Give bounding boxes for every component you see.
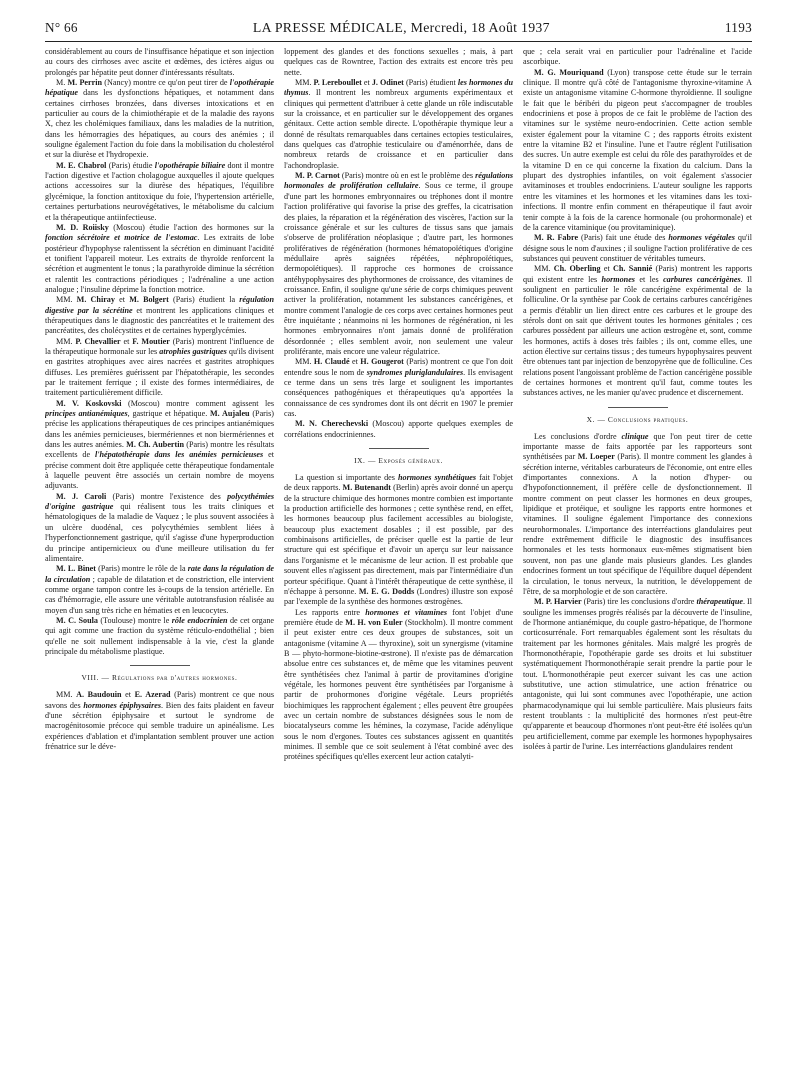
author-name: M. R. Fabre — [534, 233, 579, 243]
section-heading: X. — Conclusions pratiques. — [586, 414, 689, 424]
paragraph: M. N. Cherechevski (Moscou) apporte quelques exemples de corrélations endocriniennes. — [284, 419, 513, 439]
page-header — [45, 20, 752, 38]
paragraph: M. P. Harvier (Paris) tire les conclusions d'ordre thérapeutique. Il souligne les immenses progrès réalisés par la découverte de l'insuline, de l'hormone antianémique, du couple gastro-hépatique, de l'hormone corticosurrénale. Fort remarquables également sont les résultats du traitement par les hormones génitales. Mais malgré les progrès de l'hormonothérapie, l'opothérapie garde ses droits et lui substituer systématiquement l'hormonothérapie serait prendre la partie pour le tout. L'hormonothérapie peut exercer suivant les cas une action substitutive, une action stimulatrice, une action frénatrice ou antagoniste, qui lui sont communes avec l'opothérapie, une action pharmacodynamique qui lui semble particulière. Mais plusieurs faits restent troublants : la multiplicité des hormones n'est peut-être qu'apparente et beaucoup d'hormones n'ont peut-être été isolées qu'un peu artificiellement, comme par exemple les hormones hypophysaires isolées à partir de l'urine. Les interréactions glandulaires rendent — [523, 597, 752, 751]
paragraph: M. V. Koskovski (Moscou) montre comment agissent les principes antianémiques, gastrique et hépatique. M. Aujaleu (Paris) précise les applications thérapeutiques de ces principes antianémiques dans les anémies pernicieuses, biermériennes et non biermériennes et dans les autres anémies. M. Ch. Aubertin (Paris) montre les résultats excellents de l'hépatothérapie dans les anémies pernicieuses et précise comment doit être appliquée cette thérapeutique fondamentale à laquelle peuvent être associés un certain nombre de moyens adjuvants. — [45, 398, 274, 491]
author-name: M. Perrin — [67, 78, 103, 88]
paragraph: MM. M. Chiray et M. Bolgert (Paris) étudient la régulation digestive par la sécrétine et montrent les applications cliniques et thérapeutiques dans le diagnostic des pancréatites et le traitement des pancréatites, des cholécystites et de certaines hyperglycémies. — [45, 295, 274, 336]
topic: rate dans la régulation de la circulation — [45, 564, 274, 584]
paragraph: considérablement au cours de l'insuffisance hépatique et son injection au cours des cirrhoses avec ascite et œdèmes, des ictères aigus ou prolongés par hépatite peut donner d'intéressants résultats. — [45, 47, 274, 77]
paragraph: Les conclusions d'ordre clinique que l'on peut tirer de cette importante masse de faits apportée par les rapporteurs sont synthétisées par M. Loeper (Paris). Il montre comment les glandes à sécrétion interne, véritables carburateurs de l'économie, ont entre elles d'importantes connexions. A la notion d'hyper- ou d'hypofonctionnement, il préfère celle de dysfonctionnement. Il montre comment on peut classer les hormones en deux groupes, lipidique et protéique, et souligne les rapports entre hormones et vitamines. Il souligne également l'importance des connexions neurohormonales. L'importance des interréactions glandulaires peut rendre extrêmement difficile le diagnostic des insuffisances hormonales et les tests hormonaux eux-mêmes stigmatisent bien souvent, non pas une glande mais plusieurs glandes. Les glandes endocrines forment un tout spécifique de l'équilibre duquel dépendent la circulation, le tonus nerveux, la nutrition, le développement de l'être, de sa morphologie et de son caractère. — [523, 431, 752, 596]
page-number: 1193 — [724, 20, 752, 35]
topic: régulations hormonales de prolifération cellulaire — [284, 171, 513, 191]
paragraph: M. D. Roiisky (Moscou) étudie l'action des hormones sur la fonction sécrétoire et motrice de l'estomac. Les extraits de lobe postérieur d'hypophyse ralentissent la sécrétion en diminuant l'acidité et tonifient l'appareil moteur. Les extraits de thyroïde renforcent la sécrétion et augmentent le tonus ; la parathyroïde diminue la sécrétion et ralentit les contractions périodiques ; l'adrénaline a une action analogue ; l'insuline déprime la fonction motrice. — [45, 222, 274, 294]
paragraph: MM. A. Baudouin et E. Azerad (Paris) montrent ce que nous savons des hormones épiphysaires. Bien des faits plaident en faveur d'une sécrétion épiphysaire et surtout le syndrome de macrogénitosomie précoce qui semble traduire un apinéalisme. Les expériences d'ablation et d'implantation semblent prouver une action frénatrice sur le déve- — [45, 690, 274, 751]
topic: l'hépatothérapie dans les anémies pernicieuses — [95, 450, 264, 460]
section-heading: VIII. — Régulations par d'autres hormones. — [81, 673, 238, 683]
topic: fonction sécrétoire et motrice de l'estomac — [45, 233, 198, 243]
author-name: M. D. Roiisky — [56, 222, 109, 232]
author-name: M. P. Harvier — [534, 597, 582, 607]
author-name: Ch. Sannié — [613, 264, 653, 274]
author-name: M. V. Koskovski — [56, 398, 122, 408]
topic: régulation digestive par la sécrétine — [45, 295, 274, 315]
journal-title: LA PRESSE MÉDICALE, Mercredi, 18 Août 1937 — [252, 20, 550, 35]
topic: hormones végétales — [668, 233, 735, 243]
author-name: H. Gougerot — [360, 357, 404, 367]
topic: l'opothérapie biliaire — [154, 160, 226, 170]
section-rule — [369, 448, 429, 449]
author-name: M. P. Carnot — [295, 171, 340, 181]
section-rule — [130, 665, 190, 666]
author-name: F. Moutier — [132, 336, 170, 346]
paragraph: MM. P. Lereboullet et J. Odinet (Paris) étudient les hormones du thymus. Il montrent les nombreux arguments expérimentaux et cliniques qui permettent d'attribuer à cette glande un rôle indiscutable sur la croissance, et en particulier sur le développement des organes génitaux. Cette action semble directe. L'opothérapie thymique leur a donné de résultats remarquables dans certaines ectopies testiculaires, dans quelques cas d'atrophie testiculaire ou d'aménorrhée, dans de nombreux retards de croissance et en particulier dans l'achondroplasie. — [284, 78, 513, 170]
author-name: M. Aujaleu — [210, 409, 250, 419]
paragraph: M. P. Carnot (Paris) montre où en est le problème des régulations hormonales de prolifération cellulaire. Sous ce terme, il groupe d'une part les hormones embryonnaires ou tréphones dont il montre l'action proliférative qui favorise la prise des greffes, la cicatrisation des plaies, la réparation et la régénération des viscères, l'action sur la croissance générale et sur les cultures de tissus sans que jamais s'observe de prolifération néoplasique ; d'autre part, les hormones prolifératives de régénération (hormones hématopoïétiques d'origine médullaire après saignées répétées, néphropoïétiques, dermopoïétiques). Il rapproche ces hormones de croissance antéhypophysaires des phythormones de croissance, des vitamines de croissance. Enfin, il souligne qu'une série de corps chimiques peuvent activer la prolifération, notamment les substances cancérigènes, et montre comment l'analogie de ces corps avec certaines hormones peut être inquiétante ; néanmoins ni les hormones de régénération, ni les hormones embryonnaires n'ont jamais donné de prolifération désordonnée ; elles semblent avoir, non seulement une valeur proliférante, mais encore une valeur régulatrice. — [284, 171, 513, 356]
topic: carbures cancérigènes — [663, 274, 741, 284]
author-name: M. Loeper — [577, 452, 615, 462]
column-2 — [284, 47, 513, 1072]
paragraph: MM. Ch. Oberling et Ch. Sannié (Paris) montrent les rapports qui existent entre les hormones et les carbures cancérigènes. Il soulignent en particulier le rôle cancérigène expérimental de la folliculine. Or la synthèse par Cook de certains carbures cancérigènes a permis d'établir un lien direct entre ces carbures et le groupe des stérols dont on sait que dérivent toutes les hormones génitales ; ces carbures possèdent par ailleurs une action œstrogène et, sont, comme les hormones, actifs à doses très faibles ; ils ont, comme elles, une action élective sur certains tissus ; des tumeurs hypophysaires peuvent être obtenues tant par injection de benzopyrène que de folliculine. Ces relations posent l'angoissant problème de l'action cancérigène possible de certaines hormones et montrent qu'il faut, comme toutes les substances actives, ne les manier qu'avec prudence et discernement. — [523, 264, 752, 398]
paragraph: La question si importante des hormones synthétiques fait l'objet de deux rapports. M. Butenandt (Berlin) après avoir donné un aperçu de la structure chimique des hormones montre combien est importante la production artificielle des hormones ; cette synthèse rend, en effet, les hormones beaucoup plus facilement accessibles au biologiste, beaucoup plus exactement dosables ; il est possible, par des combinaisons artificielles, de préciser quelle est la partie de leur structure qui est spécifique et d'avoir un aperçu sur leur naissance dans l'organisme et le mécanisme de leur action. Il est probable que souvent elles n'agissent pas directement, mais par l'intermédiaire d'un porteur spécifique. Quant à l'intérêt thérapeutique de cette synthèse, il n'échappe à personne. M. E. G. Dodds (Londres) illustre son exposé par l'exemple de la synthèse des hormones œstrogènes. — [284, 473, 513, 607]
topic: hormones synthétiques — [397, 473, 477, 483]
topic: polycythémies d'origine gastrique — [45, 491, 274, 512]
topic: les hormones du thymus — [284, 78, 513, 98]
header-rule — [45, 41, 752, 42]
author-name: M. E. G. Dodds — [358, 586, 415, 596]
author-name: E. Azerad — [134, 690, 171, 700]
topic: principes antianémiques — [45, 409, 128, 419]
author-name: M. Bolgert — [129, 295, 169, 305]
author-name: M. E. Chabrol — [56, 160, 107, 170]
paragraph: MM. H. Claudé et H. Gougerot (Paris) montrent ce que l'on doit entendre sous le nom de syndromes pluriglandulaires. Ils envisagent ce terme dans un sens très large et soulignent les importantes conséquences pathogéniques et thérapeutiques qu'a apportées la connaissance de ces syndromes dont ils ont décrit en 1907 le premier cas. — [284, 357, 513, 419]
author-name: M. H. von Euler — [345, 617, 403, 627]
author-name: M. Ch. Aubertin — [126, 440, 185, 450]
topic: atrophies gastriques — [159, 346, 227, 356]
author-name: P. Lereboullet — [313, 78, 362, 88]
paragraph: M. C. Soula (Toulouse) montre le rôle endocrinien de cet organe qui agit comme une fraction du système réticulo-endothélial ; bien qu'elle ne soit nullement indispensable à la vie, c'est la glande principale du métabolisme plastique. — [45, 615, 274, 656]
topic: clinique — [621, 431, 649, 441]
topic: thérapeutique — [696, 597, 743, 607]
author-name: J. Odinet — [371, 78, 404, 88]
paragraph: loppement des glandes et des fonctions sexuelles ; mais, à part quelques cas de Rowntree, l'action des extraits est encore très peu nette. — [284, 47, 513, 77]
author-name: M. Chiray — [76, 295, 115, 305]
author-name: H. Claudé — [313, 357, 350, 367]
section-rule — [608, 407, 668, 408]
paragraph: MM. P. Chevallier et F. Moutier (Paris) montrent l'influence de la thérapeutique hormonale sur les atrophies gastriques qu'ils divisent en gastrites atrophiques avec aires nacrées et gastrites atrophiques diffuses. Les premières guérissent par l'hépatothérapie, les secondes par le traitement ferrique ; il existe des formes intermédiaires, de traitement particulièrement difficile. — [45, 336, 274, 398]
author-name: M. G. Mouriquand — [534, 67, 604, 77]
paragraph: M. G. Mouriquand (Lyon) transpose cette étude sur le terrain clinique. Il montre qu'à côté de l'antagonisme thyroxine-vitamine A existe un antagonisme vitamine C-hormone thyroïdienne. Il souligne le fait que le béribéri du pigeon peut s'accompagner de troubles endocriniens et pose à propos de ce fait le problème de l'action des vitamines sur le système neuro-endocrinien. Cette action semble exister également pour la vitamine C ; des rapports étroits existent entre la vitamine B2 et l'insuline. l'une et l'autre réglent l'utilisation des sucres. Un autre exemple est celui du rôle des parathyroïdes et de la vitamine D en ce qui concerne la fixation du calcium. Dans la plupart des dystrophies infantiles, on voit également s'associer avitaminoses et troubles endocriniens. L'auteur souligne les rapports entre les vitamines et les hormones et les vitamines dans les toxi-infections. Il montre enfin comment en thérapeutique il faut avoir tenir compte à la fois de la carence hormonale (ou prohormonale) et de la carence vitaminique (ou provitaminique). — [523, 67, 752, 232]
author-name: M. N. Cherechevski — [295, 419, 369, 429]
topic: syndromes pluriglandulaires — [366, 367, 464, 377]
author-name: P. Chevallier — [75, 336, 121, 346]
paragraph: M. R. Fabre (Paris) fait une étude des hormones végétales qu'il désigne sous le nom d'auxines ; il souligne l'action proliférative de ces substances qui peuvent constituer de véritables tumeurs. — [523, 233, 752, 263]
author-name: M. L. Binet — [56, 564, 96, 574]
topic: hormones — [601, 274, 635, 284]
topic: hormones épiphysaires — [83, 700, 161, 710]
author-name: M. Butenandt — [342, 483, 391, 493]
author-name: Ch. Oberling — [553, 264, 601, 274]
paragraph: que ; cela serait vrai en particulier pour l'adrénaline et l'acide ascorbique. — [523, 47, 752, 67]
author-name: M. J. Caroli — [56, 491, 107, 501]
topic: rôle endocrinien — [171, 615, 228, 625]
paragraph: Les rapports entre hormones et vitamines font l'objet d'une première étude de M. H. von Euler (Stockholm). Il montre comment il peut exister entre ces deux groupes de substances, soit un antagonisme (vitamine A — thyroxine), soit un synergisme (vitamine B — phyto-hormone-biotine-œstrone). Il n'existe pas de démarcation absolue entre ces substances et, de même que les vitamines peuvent être synthétisées chez l'animal à partir de provitamines d'origine végétale, les hormones peuvent être synthétisées par l'organisme à partir de prohormones d'origine végétale. Leurs propriétés biochimiques les rapprochent également ; elles peuvent être groupées avec un certain nombre de substances désignées sous le nom de biocatalyseurs comme les hémines, la cozymase, l'acide adénylique sous le nom d'ergones. Toutes ces substances agissent en quantités minimes. Il semble que ce soit seulement à l'état combiné avec des protéines spécifiques qu'elles exercent leur action catalyti- — [284, 607, 513, 762]
paragraph: M. L. Binet (Paris) montre le rôle de la rate dans la régulation de la circulation ; capable de dilatation et de constriction, elle intervient comme organe tampon contre les à-coups de la tension artérielle. En cas d'hémorragie, elle assure une véritable autotransfusion réalisée au moyen d'un sang très riche en hématies et en leucocytes. — [45, 564, 274, 615]
paragraph: M. M. Perrin (Nancy) montre ce qu'on peut tirer de l'opothérapie hépatique dans les dysfonctions hépatiques, et notamment dans certaines cirrhoses bronzées, dans diverses intoxications et en particulier au cours de la chimiothérapie et de la maladie des rayons X, chez les cholémiques familiaux, dans les maladies de la nutrition, dans les hémorragies des hépatiques, au cours des anémies ; il souligne également l'action du foie dans la mobilisation du cholestérol et sur la diurèse et l'hydropexie. — [45, 78, 274, 160]
section-heading: IX. — Exposés généraux. — [354, 456, 443, 466]
author-name: M. C. Soula — [56, 615, 98, 625]
topic: hormones et vitamines — [365, 607, 448, 617]
issue-number: N° 66 — [45, 20, 78, 35]
topic: l'opothérapie hépatique — [45, 78, 274, 98]
column-3 — [523, 47, 752, 1072]
article-columns — [45, 47, 752, 1072]
paragraph: M. E. Chabrol (Paris) étudie l'opothérapie biliaire dont il montre l'action digestive et l'action cholagogue auxquelles il ajoute quelques actions accessoires sur la diurèse des hépatiques, l'équilibre glycémique, la fonction antitoxique du foie, l'hypertension artérielle, certaines perturbations neurovégétatives, le métabolisme du calcium et la thérapeutique antiinfectieuse. — [45, 160, 274, 222]
column-1 — [45, 47, 274, 1072]
author-name: A. Baudouin — [76, 690, 122, 700]
paragraph: M. J. Caroli (Paris) montre l'existence des polycythémies d'origine gastrique qui réalisent tous les traits cliniques et hématologiques de la maladie de Vaquez ; le plus souvent associées à un ulcère duodénal, ces polycythémies semblent liées à l'hyperfonctionnement gastrique, qu'il s'agisse d'une hyperproduction du principe antipernicieux ou d'une meilleure utilisation du fer alimentaire. — [45, 491, 274, 563]
